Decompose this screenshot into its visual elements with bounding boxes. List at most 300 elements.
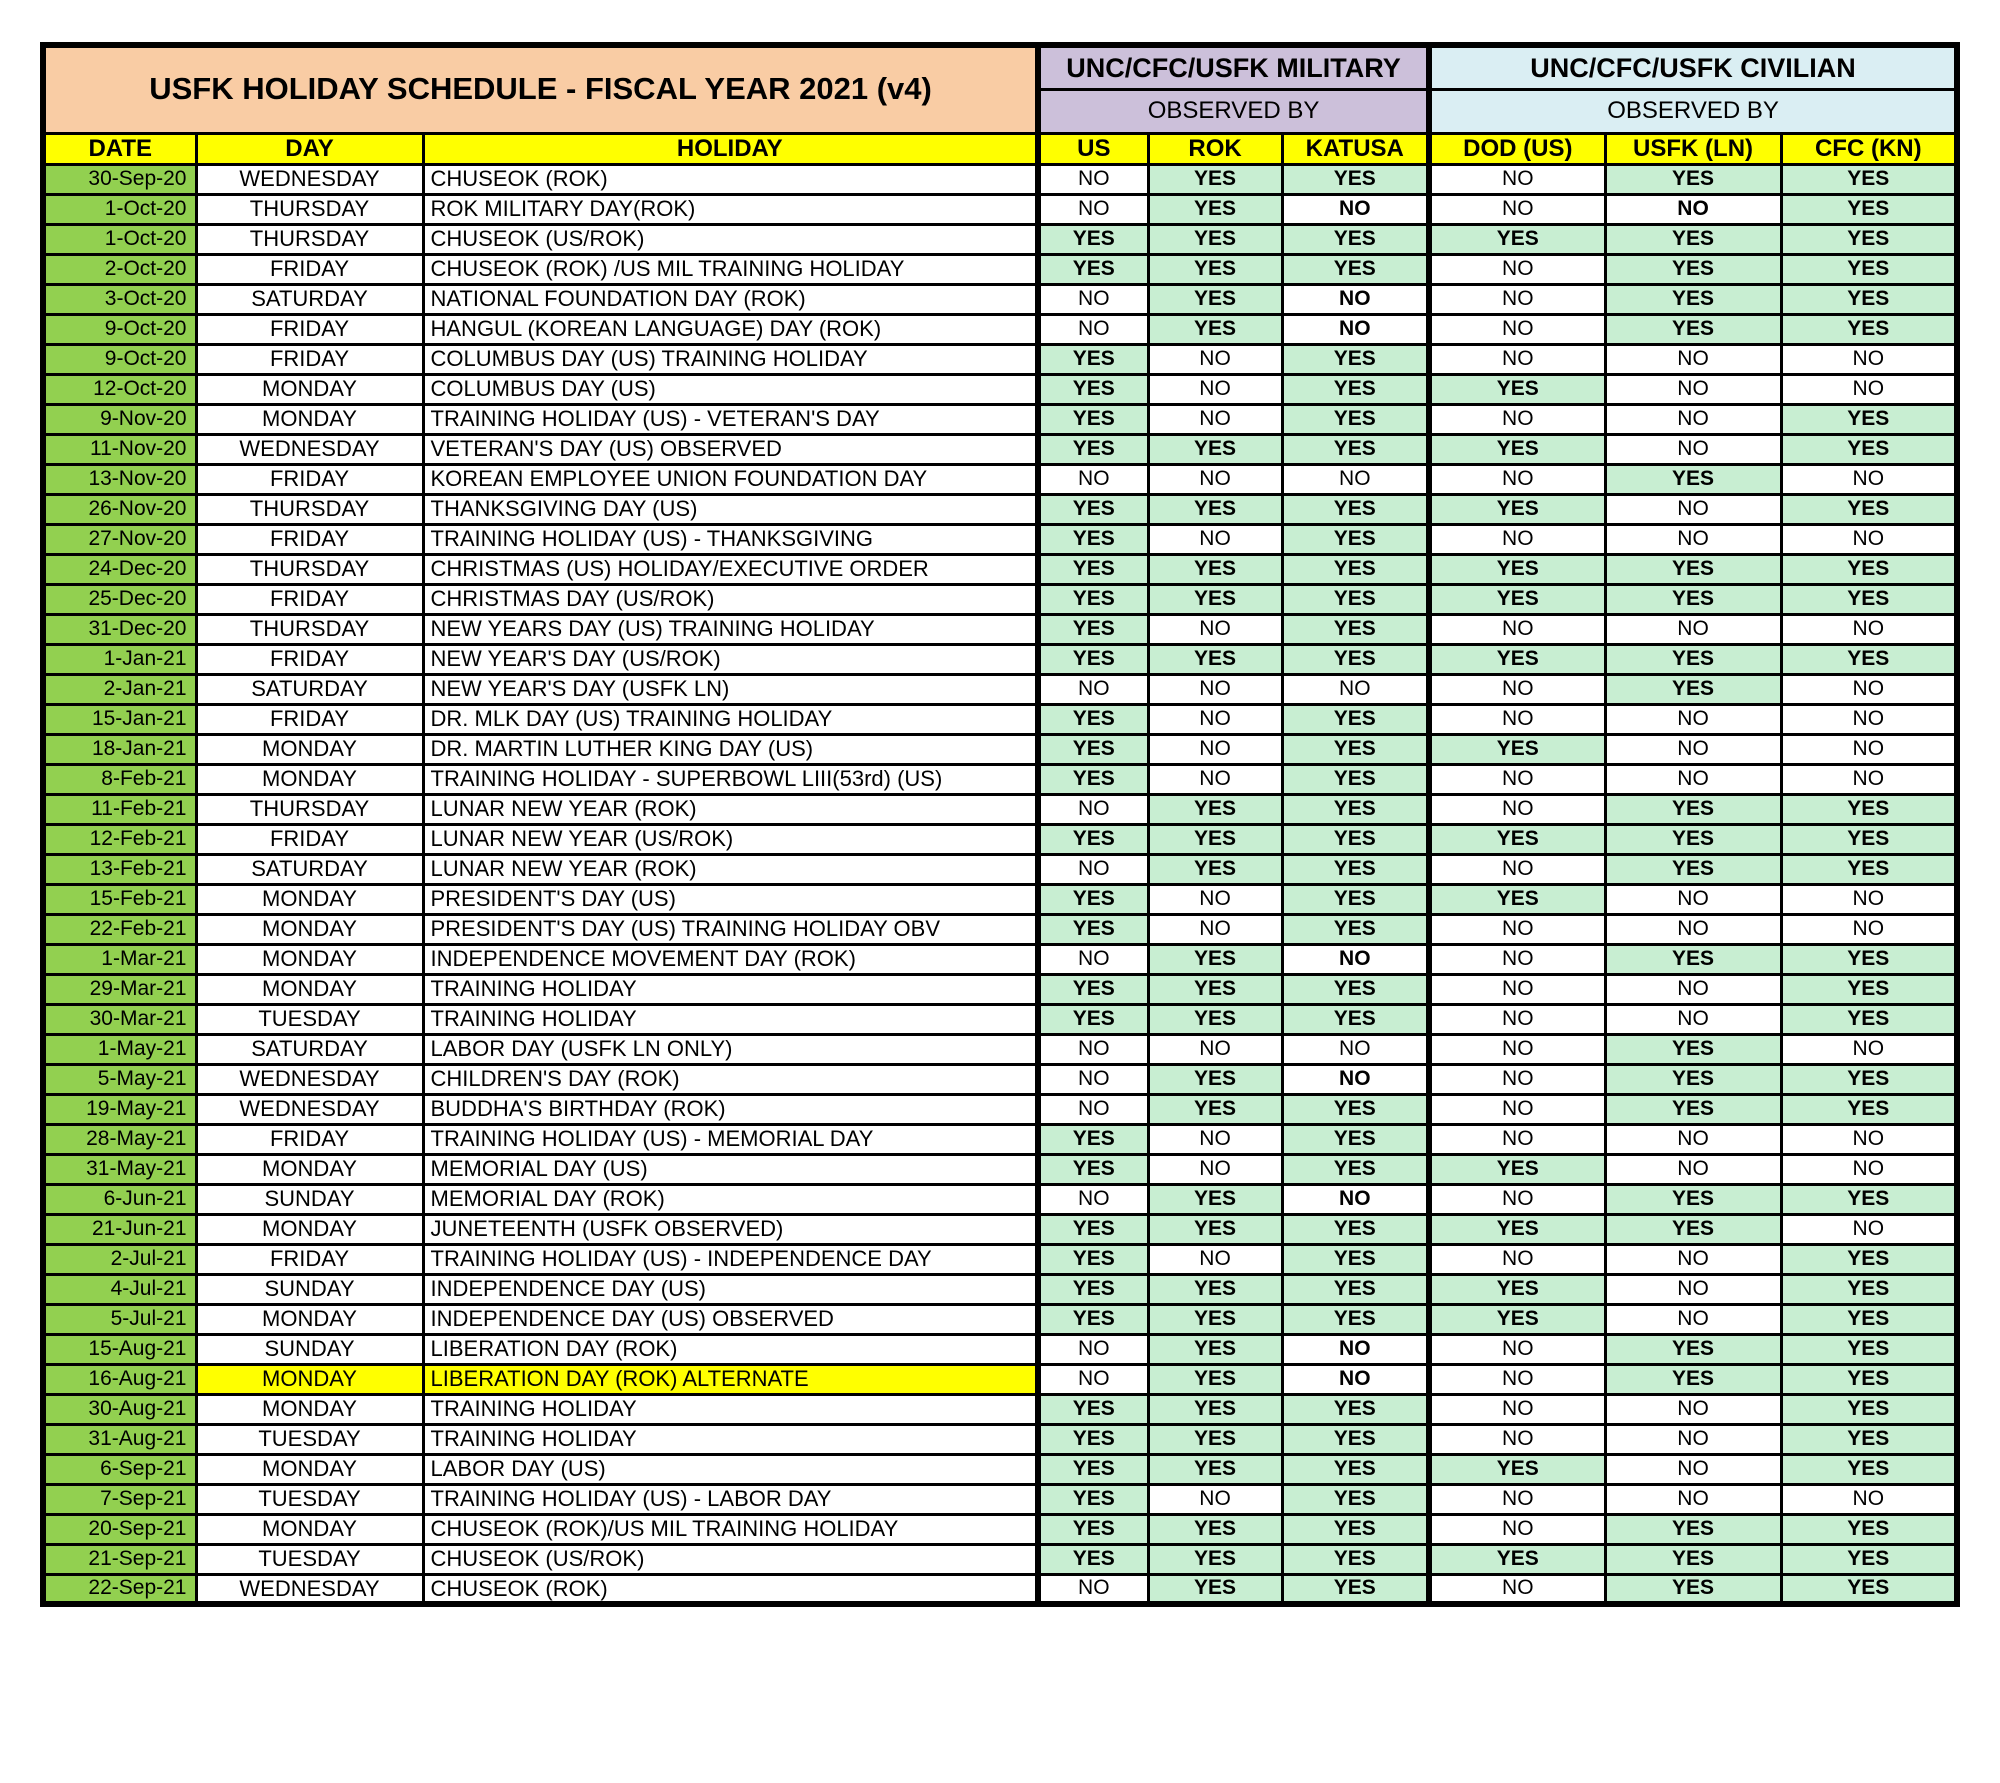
day-cell: FRIDAY [196, 644, 423, 674]
observed-cfc-kn-cell: YES [1781, 1004, 1957, 1034]
observed-cfc-kn-cell: NO [1781, 1034, 1957, 1064]
observed-usfk-ln-cell: NO [1605, 704, 1781, 734]
observed-katusa-cell: YES [1282, 614, 1429, 644]
date-cell: 22-Feb-21 [43, 914, 196, 944]
observed-dod-us-cell: YES [1429, 644, 1605, 674]
observed-dod-us-cell: NO [1429, 704, 1605, 734]
observed-dod-us-cell: NO [1429, 314, 1605, 344]
table-row [43, 854, 1957, 884]
date-cell: 1-May-21 [43, 1034, 196, 1064]
observed-katusa-cell: NO [1282, 1334, 1429, 1364]
observed-rok-cell: YES [1148, 584, 1282, 614]
observed-cfc-kn-cell: YES [1781, 164, 1957, 194]
observed-dod-us-cell: NO [1429, 254, 1605, 284]
observed-us-cell: YES [1038, 1274, 1148, 1304]
observed-rok-cell: YES [1148, 1514, 1282, 1544]
observed-katusa-cell: NO [1282, 1184, 1429, 1214]
table-row [43, 1064, 1957, 1094]
observed-katusa-cell: YES [1282, 794, 1429, 824]
observed-usfk-ln-cell: NO [1605, 344, 1781, 374]
table-row [43, 1214, 1957, 1244]
holiday-cell: COLUMBUS DAY (US) TRAINING HOLIDAY [423, 344, 1038, 374]
observed-cfc-kn-cell: NO [1781, 914, 1957, 944]
observed-us-cell: YES [1038, 734, 1148, 764]
observed-dod-us-cell: YES [1429, 1154, 1605, 1184]
observed-usfk-ln-cell: YES [1605, 314, 1781, 344]
observed-katusa-cell: YES [1282, 494, 1429, 524]
table-row [43, 254, 1957, 284]
observed-dod-us-cell: NO [1429, 1334, 1605, 1364]
date-cell: 6-Sep-21 [43, 1454, 196, 1484]
observed-us-cell: YES [1038, 254, 1148, 284]
day-cell: WEDNESDAY [196, 1094, 423, 1124]
observed-katusa-cell: YES [1282, 584, 1429, 614]
observed-rok-cell: NO [1148, 1124, 1282, 1154]
observed-katusa-cell: NO [1282, 944, 1429, 974]
observed-rok-cell: YES [1148, 494, 1282, 524]
observed-usfk-ln-cell: YES [1605, 224, 1781, 254]
date-cell: 5-May-21 [43, 1064, 196, 1094]
observed-katusa-cell: YES [1282, 1004, 1429, 1034]
observed-rok-cell: YES [1148, 824, 1282, 854]
observed-rok-cell: YES [1148, 284, 1282, 314]
table-row [43, 914, 1957, 944]
observed-usfk-ln-cell: NO [1605, 1304, 1781, 1334]
observed-us-cell: NO [1038, 1574, 1148, 1604]
holiday-cell: CHUSEOK (US/ROK) [423, 1544, 1038, 1574]
table-row [43, 1454, 1957, 1484]
table-row [43, 434, 1957, 464]
observed-katusa-cell: YES [1282, 1124, 1429, 1154]
observed-cfc-kn-cell: NO [1781, 464, 1957, 494]
observed-katusa-cell: NO [1282, 1064, 1429, 1094]
day-cell: THURSDAY [196, 614, 423, 644]
observed-us-cell: NO [1038, 944, 1148, 974]
holiday-cell: MEMORIAL DAY (US) [423, 1154, 1038, 1184]
observed-katusa-cell: YES [1282, 734, 1429, 764]
observed-dod-us-cell: NO [1429, 1244, 1605, 1274]
date-cell: 6-Jun-21 [43, 1184, 196, 1214]
page-title: USFK HOLIDAY SCHEDULE - FISCAL YEAR 2021 (v4) [43, 45, 1038, 133]
observed-cfc-kn-cell: YES [1781, 1394, 1957, 1424]
day-cell: FRIDAY [196, 254, 423, 284]
observed-us-cell: YES [1038, 1394, 1148, 1424]
holiday-cell: LABOR DAY (USFK LN ONLY) [423, 1034, 1038, 1064]
observed-dod-us-cell: NO [1429, 1064, 1605, 1094]
holiday-cell: NEW YEAR'S DAY (US/ROK) [423, 644, 1038, 674]
observed-cfc-kn-cell: YES [1781, 1574, 1957, 1604]
date-cell: 4-Jul-21 [43, 1274, 196, 1304]
date-cell: 12-Oct-20 [43, 374, 196, 404]
holiday-cell: TRAINING HOLIDAY (US) - INDEPENDENCE DAY [423, 1244, 1038, 1274]
observed-us-cell: YES [1038, 1124, 1148, 1154]
table-row [43, 1154, 1957, 1184]
observed-cfc-kn-cell: YES [1781, 1094, 1957, 1124]
observed-us-cell: YES [1038, 614, 1148, 644]
observed-cfc-kn-cell: NO [1781, 1124, 1957, 1154]
observed-us-cell: YES [1038, 494, 1148, 524]
date-cell: 27-Nov-20 [43, 524, 196, 554]
observed-dod-us-cell: NO [1429, 1514, 1605, 1544]
observed-usfk-ln-cell: NO [1605, 1424, 1781, 1454]
observed-us-cell: NO [1038, 464, 1148, 494]
observed-dod-us-cell: NO [1429, 524, 1605, 554]
table-row [43, 524, 1957, 554]
table-row [43, 554, 1957, 584]
col-header-us: US [1038, 133, 1148, 164]
table-row [43, 764, 1957, 794]
observed-katusa-cell: NO [1282, 464, 1429, 494]
observed-cfc-kn-cell: YES [1781, 1334, 1957, 1364]
day-cell: FRIDAY [196, 584, 423, 614]
observed-cfc-kn-cell: NO [1781, 524, 1957, 554]
table-row [43, 1544, 1957, 1574]
date-cell: 11-Nov-20 [43, 434, 196, 464]
col-header-day: DAY [196, 133, 423, 164]
date-cell: 9-Oct-20 [43, 344, 196, 374]
table-row [43, 284, 1957, 314]
day-cell: MONDAY [196, 1214, 423, 1244]
observed-rok-cell: NO [1148, 734, 1282, 764]
observed-katusa-cell: YES [1282, 884, 1429, 914]
observed-rok-cell: NO [1148, 1154, 1282, 1184]
observed-rok-cell: NO [1148, 674, 1282, 704]
observed-rok-cell: NO [1148, 704, 1282, 734]
observed-dod-us-cell: NO [1429, 1394, 1605, 1424]
day-cell: MONDAY [196, 944, 423, 974]
date-cell: 28-May-21 [43, 1124, 196, 1154]
holiday-cell: MEMORIAL DAY (ROK) [423, 1184, 1038, 1214]
observed-katusa-cell: YES [1282, 254, 1429, 284]
observed-usfk-ln-cell: NO [1605, 374, 1781, 404]
observed-dod-us-cell: YES [1429, 734, 1605, 764]
observed-usfk-ln-cell: NO [1605, 914, 1781, 944]
observed-dod-us-cell: NO [1429, 464, 1605, 494]
observed-katusa-cell: YES [1282, 1394, 1429, 1424]
observed-usfk-ln-cell: NO [1605, 404, 1781, 434]
observed-dod-us-cell: YES [1429, 584, 1605, 614]
observed-katusa-cell: YES [1282, 704, 1429, 734]
table-row [43, 314, 1957, 344]
date-cell: 26-Nov-20 [43, 494, 196, 524]
observed-cfc-kn-cell: YES [1781, 854, 1957, 884]
date-cell: 13-Nov-20 [43, 464, 196, 494]
observed-dod-us-cell: NO [1429, 194, 1605, 224]
observed-cfc-kn-cell: NO [1781, 1484, 1957, 1514]
observed-rok-cell: YES [1148, 1394, 1282, 1424]
holiday-cell: THANKSGIVING DAY (US) [423, 494, 1038, 524]
observed-cfc-kn-cell: YES [1781, 1184, 1957, 1214]
table-row [43, 974, 1957, 1004]
day-cell: SATURDAY [196, 674, 423, 704]
observed-katusa-cell: YES [1282, 404, 1429, 434]
day-cell: FRIDAY [196, 704, 423, 734]
holiday-cell: CHILDREN'S DAY (ROK) [423, 1064, 1038, 1094]
observed-usfk-ln-cell: YES [1605, 824, 1781, 854]
day-cell: MONDAY [196, 914, 423, 944]
observed-cfc-kn-cell: NO [1781, 1154, 1957, 1184]
day-cell: WEDNESDAY [196, 1064, 423, 1094]
observed-rok-cell: YES [1148, 794, 1282, 824]
day-cell: MONDAY [196, 404, 423, 434]
observed-dod-us-cell: YES [1429, 1304, 1605, 1334]
day-cell: TUESDAY [196, 1004, 423, 1034]
observed-usfk-ln-cell: YES [1605, 1214, 1781, 1244]
observed-rok-cell: YES [1148, 944, 1282, 974]
date-cell: 15-Aug-21 [43, 1334, 196, 1364]
observed-rok-cell: YES [1148, 1094, 1282, 1124]
observed-usfk-ln-cell: YES [1605, 254, 1781, 284]
observed-usfk-ln-cell: YES [1605, 1064, 1781, 1094]
column-header-row [43, 133, 1957, 164]
date-cell: 8-Feb-21 [43, 764, 196, 794]
observed-katusa-cell: NO [1282, 284, 1429, 314]
observed-us-cell: NO [1038, 1364, 1148, 1394]
day-cell: TUESDAY [196, 1544, 423, 1574]
observed-us-cell: YES [1038, 644, 1148, 674]
observed-dod-us-cell: NO [1429, 1124, 1605, 1154]
table-row [43, 494, 1957, 524]
observed-rok-cell: YES [1148, 1064, 1282, 1094]
table-row [43, 944, 1957, 974]
observed-usfk-ln-cell: NO [1605, 734, 1781, 764]
table-row [43, 194, 1957, 224]
holiday-cell: DR. MLK DAY (US) TRAINING HOLIDAY [423, 704, 1038, 734]
day-cell: FRIDAY [196, 824, 423, 854]
table-row [43, 584, 1957, 614]
observed-usfk-ln-cell: YES [1605, 164, 1781, 194]
observed-cfc-kn-cell: YES [1781, 794, 1957, 824]
observed-us-cell: YES [1038, 1514, 1148, 1544]
observed-katusa-cell: YES [1282, 1094, 1429, 1124]
observed-us-cell: YES [1038, 1424, 1148, 1454]
observed-dod-us-cell: NO [1429, 284, 1605, 314]
observed-rok-cell: NO [1148, 404, 1282, 434]
observed-rok-cell: YES [1148, 974, 1282, 1004]
table-row [43, 404, 1957, 434]
observed-us-cell: NO [1038, 1034, 1148, 1064]
observed-cfc-kn-cell: YES [1781, 1274, 1957, 1304]
date-cell: 24-Dec-20 [43, 554, 196, 584]
holiday-cell: LUNAR NEW YEAR (ROK) [423, 794, 1038, 824]
observed-usfk-ln-cell: YES [1605, 1544, 1781, 1574]
observed-katusa-cell: YES [1282, 854, 1429, 884]
observed-rok-cell: YES [1148, 434, 1282, 464]
date-cell: 1-Oct-20 [43, 194, 196, 224]
observed-usfk-ln-cell: YES [1605, 854, 1781, 884]
holiday-cell: LABOR DAY (US) [423, 1454, 1038, 1484]
observed-usfk-ln-cell: NO [1605, 884, 1781, 914]
observed-usfk-ln-cell: YES [1605, 944, 1781, 974]
observed-us-cell: YES [1038, 1454, 1148, 1484]
table-row [43, 1034, 1957, 1064]
observed-dod-us-cell: NO [1429, 914, 1605, 944]
observed-katusa-cell: YES [1282, 554, 1429, 584]
observed-usfk-ln-cell: YES [1605, 554, 1781, 584]
day-cell: MONDAY [196, 1454, 423, 1484]
holiday-cell: CHRISTMAS (US) HOLIDAY/EXECUTIVE ORDER [423, 554, 1038, 584]
observed-dod-us-cell: YES [1429, 374, 1605, 404]
observed-rok-cell: NO [1148, 1244, 1282, 1274]
observed-usfk-ln-cell: YES [1605, 464, 1781, 494]
col-header-dod-us: DOD (US) [1429, 133, 1605, 164]
holiday-cell: INDEPENDENCE DAY (US) [423, 1274, 1038, 1304]
observed-us-cell: NO [1038, 1184, 1148, 1214]
holiday-cell: CHUSEOK (ROK) /US MIL TRAINING HOLIDAY [423, 254, 1038, 284]
day-cell: WEDNESDAY [196, 1574, 423, 1604]
table-row [43, 374, 1957, 404]
observed-cfc-kn-cell: YES [1781, 1424, 1957, 1454]
observed-usfk-ln-cell: NO [1605, 524, 1781, 554]
observed-katusa-cell: YES [1282, 1514, 1429, 1544]
holiday-cell: TRAINING HOLIDAY [423, 1004, 1038, 1034]
observed-cfc-kn-cell: NO [1781, 1214, 1957, 1244]
observed-katusa-cell: YES [1282, 644, 1429, 674]
observed-cfc-kn-cell: YES [1781, 224, 1957, 254]
day-cell: MONDAY [196, 764, 423, 794]
day-cell: FRIDAY [196, 344, 423, 374]
observed-cfc-kn-cell: YES [1781, 1064, 1957, 1094]
holiday-cell: CHUSEOK (ROK) [423, 1574, 1038, 1604]
col-header-usfk-ln: USFK (LN) [1605, 133, 1781, 164]
observed-dod-us-cell: NO [1429, 1004, 1605, 1034]
observed-rok-cell: YES [1148, 1364, 1282, 1394]
observed-rok-cell: YES [1148, 1424, 1282, 1454]
observed-katusa-cell: YES [1282, 914, 1429, 944]
observed-cfc-kn-cell: YES [1781, 554, 1957, 584]
day-cell: MONDAY [196, 1154, 423, 1184]
observed-cfc-kn-cell: NO [1781, 764, 1957, 794]
table-row [43, 464, 1957, 494]
observed-usfk-ln-cell: YES [1605, 1094, 1781, 1124]
holiday-cell: TRAINING HOLIDAY [423, 1424, 1038, 1454]
observed-us-cell: NO [1038, 284, 1148, 314]
holiday-cell: TRAINING HOLIDAY - SUPERBOWL LIII(53rd) (US) [423, 764, 1038, 794]
col-header-rok: ROK [1148, 133, 1282, 164]
table-row [43, 884, 1957, 914]
civilian-observed-by-label: OBSERVED BY [1429, 89, 1957, 133]
day-cell: FRIDAY [196, 1124, 423, 1154]
date-cell: 2-Jul-21 [43, 1244, 196, 1274]
table-row [43, 1424, 1957, 1454]
day-cell: SUNDAY [196, 1334, 423, 1364]
holiday-cell: TRAINING HOLIDAY [423, 974, 1038, 1004]
observed-us-cell: NO [1038, 1064, 1148, 1094]
observed-rok-cell: YES [1148, 644, 1282, 674]
observed-usfk-ln-cell: YES [1605, 1034, 1781, 1064]
observed-us-cell: YES [1038, 884, 1148, 914]
holiday-cell: DR. MARTIN LUTHER KING DAY (US) [423, 734, 1038, 764]
observed-rok-cell: NO [1148, 464, 1282, 494]
day-cell: SUNDAY [196, 1274, 423, 1304]
date-cell: 20-Sep-21 [43, 1514, 196, 1544]
observed-dod-us-cell: NO [1429, 1484, 1605, 1514]
day-cell: MONDAY [196, 1394, 423, 1424]
observed-usfk-ln-cell: NO [1605, 1154, 1781, 1184]
holiday-cell: TRAINING HOLIDAY (US) - VETERAN'S DAY [423, 404, 1038, 434]
observed-us-cell: NO [1038, 674, 1148, 704]
observed-us-cell: NO [1038, 164, 1148, 194]
observed-cfc-kn-cell: YES [1781, 314, 1957, 344]
col-header-holiday: HOLIDAY [423, 133, 1038, 164]
day-cell: FRIDAY [196, 1244, 423, 1274]
col-header-date: DATE [43, 133, 196, 164]
observed-rok-cell: YES [1148, 1574, 1282, 1604]
observed-cfc-kn-cell: YES [1781, 254, 1957, 284]
holiday-cell: VETERAN'S DAY (US) OBSERVED [423, 434, 1038, 464]
date-cell: 11-Feb-21 [43, 794, 196, 824]
observed-usfk-ln-cell: NO [1605, 614, 1781, 644]
observed-dod-us-cell: NO [1429, 164, 1605, 194]
date-cell: 13-Feb-21 [43, 854, 196, 884]
observed-cfc-kn-cell: YES [1781, 1244, 1957, 1274]
day-cell: TUESDAY [196, 1424, 423, 1454]
holiday-cell: CHUSEOK (US/ROK) [423, 224, 1038, 254]
observed-cfc-kn-cell: NO [1781, 734, 1957, 764]
observed-dod-us-cell: NO [1429, 1184, 1605, 1214]
date-cell: 21-Sep-21 [43, 1544, 196, 1574]
holiday-cell: CHRISTMAS DAY (US/ROK) [423, 584, 1038, 614]
observed-katusa-cell: YES [1282, 374, 1429, 404]
date-cell: 25-Dec-20 [43, 584, 196, 614]
military-group-header: UNC/CFC/USFK MILITARY [1038, 45, 1429, 89]
observed-us-cell: NO [1038, 314, 1148, 344]
observed-usfk-ln-cell: NO [1605, 494, 1781, 524]
observed-dod-us-cell: NO [1429, 794, 1605, 824]
observed-rok-cell: YES [1148, 1544, 1282, 1574]
date-cell: 16-Aug-21 [43, 1364, 196, 1394]
day-cell: MONDAY [196, 1364, 423, 1394]
table-row [43, 1394, 1957, 1424]
observed-cfc-kn-cell: NO [1781, 704, 1957, 734]
observed-usfk-ln-cell: NO [1605, 434, 1781, 464]
col-header-katusa: KATUSA [1282, 133, 1429, 164]
observed-dod-us-cell: NO [1429, 344, 1605, 374]
date-cell: 9-Oct-20 [43, 314, 196, 344]
day-cell: FRIDAY [196, 464, 423, 494]
table-row [43, 704, 1957, 734]
observed-usfk-ln-cell: NO [1605, 1454, 1781, 1484]
observed-us-cell: YES [1038, 704, 1148, 734]
observed-katusa-cell: NO [1282, 314, 1429, 344]
observed-us-cell: YES [1038, 1484, 1148, 1514]
observed-rok-cell: NO [1148, 764, 1282, 794]
date-cell: 1-Oct-20 [43, 224, 196, 254]
observed-us-cell: NO [1038, 194, 1148, 224]
observed-usfk-ln-cell: YES [1605, 1184, 1781, 1214]
observed-katusa-cell: YES [1282, 1304, 1429, 1334]
observed-us-cell: NO [1038, 1094, 1148, 1124]
holiday-table-body [43, 164, 1957, 1604]
observed-cfc-kn-cell: YES [1781, 1514, 1957, 1544]
observed-cfc-kn-cell: YES [1781, 644, 1957, 674]
date-cell: 1-Mar-21 [43, 944, 196, 974]
day-cell: FRIDAY [196, 314, 423, 344]
table-row [43, 1484, 1957, 1514]
day-cell: MONDAY [196, 884, 423, 914]
observed-rok-cell: YES [1148, 1454, 1282, 1484]
observed-cfc-kn-cell: YES [1781, 434, 1957, 464]
observed-rok-cell: YES [1148, 254, 1282, 284]
holiday-cell: INDEPENDENCE MOVEMENT DAY (ROK) [423, 944, 1038, 974]
day-cell: MONDAY [196, 974, 423, 1004]
observed-usfk-ln-cell: YES [1605, 284, 1781, 314]
observed-dod-us-cell: NO [1429, 1574, 1605, 1604]
table-row [43, 164, 1957, 194]
holiday-cell: TRAINING HOLIDAY (US) - LABOR DAY [423, 1484, 1038, 1514]
observed-rok-cell: NO [1148, 614, 1282, 644]
date-cell: 7-Sep-21 [43, 1484, 196, 1514]
